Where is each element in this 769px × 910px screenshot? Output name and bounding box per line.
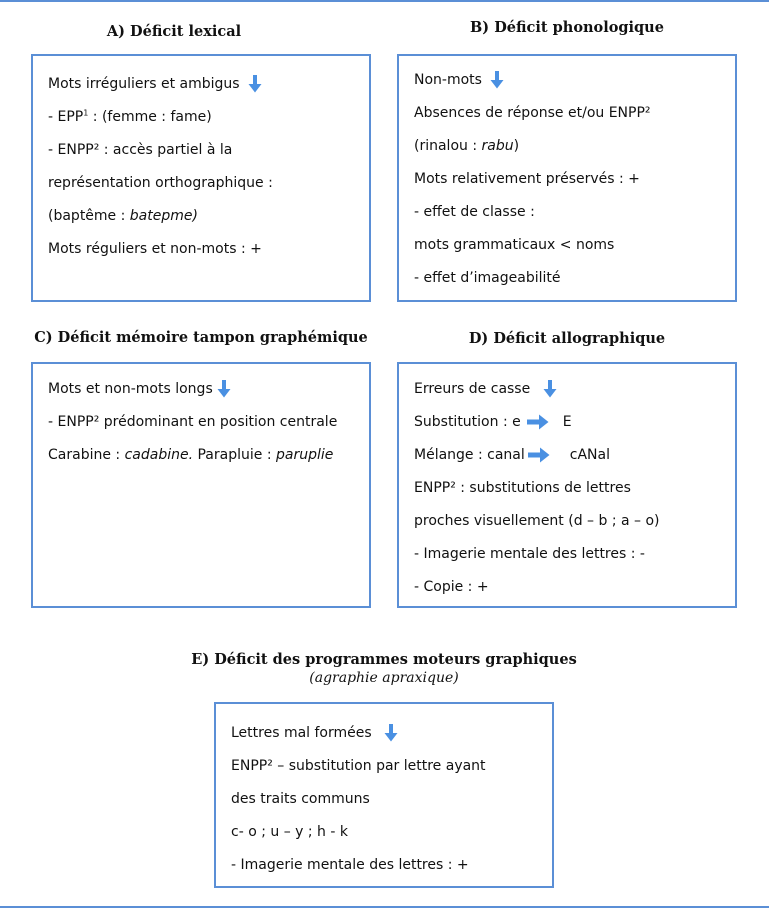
panel-e-line-4: c- o ; u – y ; h - k (231, 824, 348, 840)
panel-a-box (31, 54, 371, 302)
panel-e-subtitle: (agraphie apraxique) (309, 670, 459, 686)
panel-d-line-6: - Imagerie mentale des lettres : - (414, 546, 645, 562)
panel-a-line-5: (baptême : batepme) (48, 208, 198, 224)
arrow-down-icon (248, 75, 262, 93)
panel-b-title: B) Déficit phonologique (470, 19, 664, 36)
bottom-rule (0, 906, 769, 908)
panel-e-line-1: Lettres mal formées (231, 717, 552, 750)
panel-e-title: E) Déficit des programmes moteurs graphiques (191, 651, 577, 668)
arrow-down-icon (384, 724, 398, 742)
panel-b-line-4: Mots relativement préservés : + (414, 171, 640, 187)
panel-d-line-5: proches visuellement (d – b ; a – o) (414, 513, 660, 529)
panel-d-line-3: Mélange : canal cANal (414, 447, 610, 463)
panel-e-line-5: - Imagerie mentale des lettres : + (231, 857, 469, 873)
panel-c-line-3: Carabine : cadabine. Parapluie : paruplie (48, 447, 334, 463)
panel-a-line-4: représentation orthographique : (48, 175, 273, 191)
panel-a-line-3: - ENPP² : accès partiel à la (48, 142, 233, 158)
panel-d-box (397, 362, 737, 608)
panel-a-title: A) Déficit lexical (106, 23, 242, 40)
panel-c-box (31, 362, 371, 608)
panel-d-line-1: Erreurs de casse (414, 373, 735, 406)
arrow-right-icon (528, 447, 550, 463)
panel-b-line-7: - effet d’imageabilité (414, 270, 561, 286)
panel-c-line-1: Mots et non-mots longs (48, 373, 369, 406)
panel-d-title: D) Déficit allographique (468, 330, 666, 347)
arrow-right-icon (527, 414, 549, 430)
panel-b-line-2: Absences de réponse et/ou ENPP² (414, 105, 651, 121)
panel-b-box (397, 54, 737, 302)
panel-d-line-7: - Copie : + (414, 579, 489, 595)
panel-c-title: C) Déficit mémoire tampon graphémique (34, 329, 368, 346)
panel-b-line-1: Non-mots (414, 64, 735, 97)
arrow-down-icon (490, 71, 504, 89)
panel-c-line-2: - ENPP² prédominant en position centrale (48, 414, 338, 430)
panel-a-line-1: Mots irréguliers et ambigus (48, 68, 369, 101)
arrow-down-icon (217, 380, 231, 398)
panel-e-box (214, 702, 554, 888)
panel-e-line-2: ENPP² – substitution par lettre ayant (231, 758, 486, 774)
panel-b-line-3: (rinalou : rabu) (414, 138, 520, 154)
arrow-down-icon (543, 380, 557, 398)
panel-d-line-2: Substitution : e E (414, 414, 572, 430)
panel-a-line-6: Mots réguliers et non-mots : + (48, 241, 262, 257)
panel-b-line-6: mots grammaticaux < noms (414, 237, 615, 253)
top-rule (0, 0, 769, 2)
panel-b-line-5: - effet de classe : (414, 204, 535, 220)
panel-a-line-2: - EPP$^1$ : (femme : fame) (48, 108, 212, 125)
panel-e-line-3: des traits communs (231, 791, 370, 807)
panel-d-line-4: ENPP² : substitutions de lettres (414, 480, 631, 496)
